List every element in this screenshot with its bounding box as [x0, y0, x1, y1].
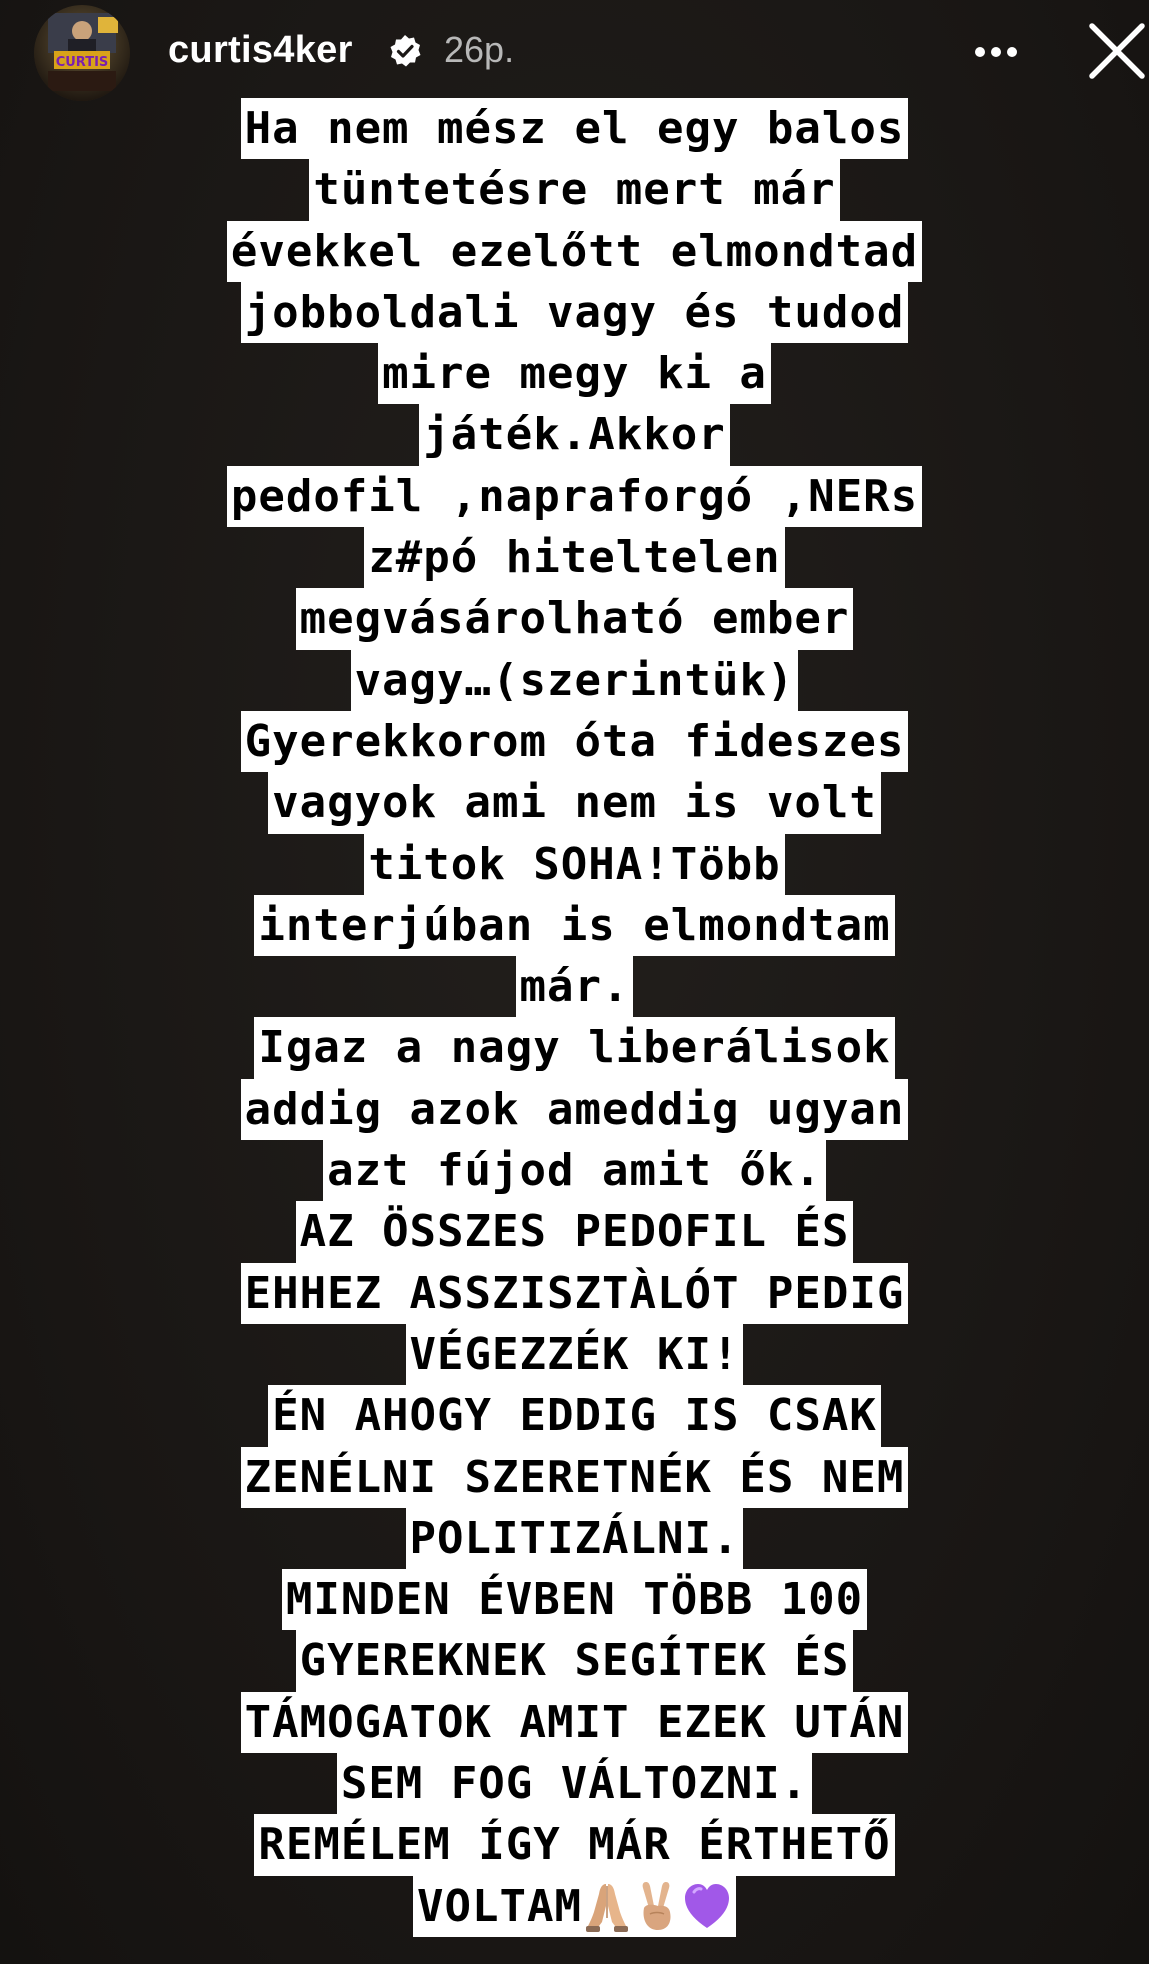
text-line: vagy…(szerintük)	[351, 650, 799, 711]
purple-heart-emoji	[682, 1878, 732, 1934]
verified-badge-icon	[388, 34, 422, 68]
text-line: MINDEN ÉVBEN TÖBB 100	[282, 1569, 867, 1630]
text-line: jobboldali vagy és tudod	[241, 282, 909, 343]
story-header	[0, 0, 1149, 110]
post-time: 26p.	[444, 29, 515, 70]
text-line: POLITIZÁLNI.	[406, 1508, 744, 1569]
text-line: pedofil ,napraforgó ,NERs	[227, 466, 922, 527]
more-options-icon[interactable]	[966, 28, 1026, 72]
profile-avatar[interactable]	[34, 5, 130, 101]
text-line: Gyerekkorom óta fideszes	[241, 711, 909, 772]
text-line: interjúban is elmondtam	[254, 895, 894, 956]
username[interactable]: curtis4ker	[168, 29, 353, 71]
text-line: ÉN AHOGY EDDIG IS CSAK	[268, 1385, 881, 1446]
text-line: addig azok ameddig ugyan	[241, 1079, 909, 1140]
svg-text:CURTIS: CURTIS	[55, 55, 109, 70]
text-line: TÁMOGATOK AMIT EZEK UTÁN	[241, 1692, 909, 1753]
text-line: z#pó hiteltelen	[364, 527, 784, 588]
text-line: vagyok ami nem is volt	[268, 772, 881, 833]
text-line: játék.Akkor	[419, 404, 729, 465]
victory-hand-emoji	[632, 1878, 682, 1934]
folded-hands-emoji	[582, 1878, 632, 1934]
text-line: azt fújod amit ők.	[323, 1140, 826, 1201]
text-line: GYEREKNEK SEGÍTEK ÉS	[296, 1630, 854, 1691]
text-line: REMÉLEM ÍGY MÁR ÉRTHETŐ	[254, 1814, 894, 1875]
text-line-last	[413, 1876, 736, 1937]
story-text-block	[0, 98, 1149, 1937]
text-line: EHHEZ ASSZISZTÀLÓT PEDIG	[241, 1263, 909, 1324]
text-line: tüntetésre mert már	[309, 159, 839, 220]
text-line: már.	[516, 956, 634, 1017]
text-line: megvásárolható ember	[296, 588, 854, 649]
text-line: Ha nem mész el egy balos	[241, 98, 909, 159]
last-line-text: VOLTAM	[417, 1880, 582, 1932]
text-line: SEM FOG VÁLTOZNI.	[337, 1753, 812, 1814]
text-line: ZENÉLNI SZERETNÉK ÉS NEM	[241, 1447, 909, 1508]
close-icon[interactable]	[1086, 20, 1148, 82]
text-line: mire megy ki a	[378, 343, 771, 404]
text-line: VÉGEZZÉK KI!	[406, 1324, 744, 1385]
text-line: AZ ÖSSZES PEDOFIL ÉS	[296, 1201, 854, 1262]
text-line: évekkel ezelőtt elmondtad	[227, 221, 922, 282]
text-line: Igaz a nagy liberálisok	[254, 1017, 894, 1078]
text-line: titok SOHA!Több	[364, 834, 784, 895]
